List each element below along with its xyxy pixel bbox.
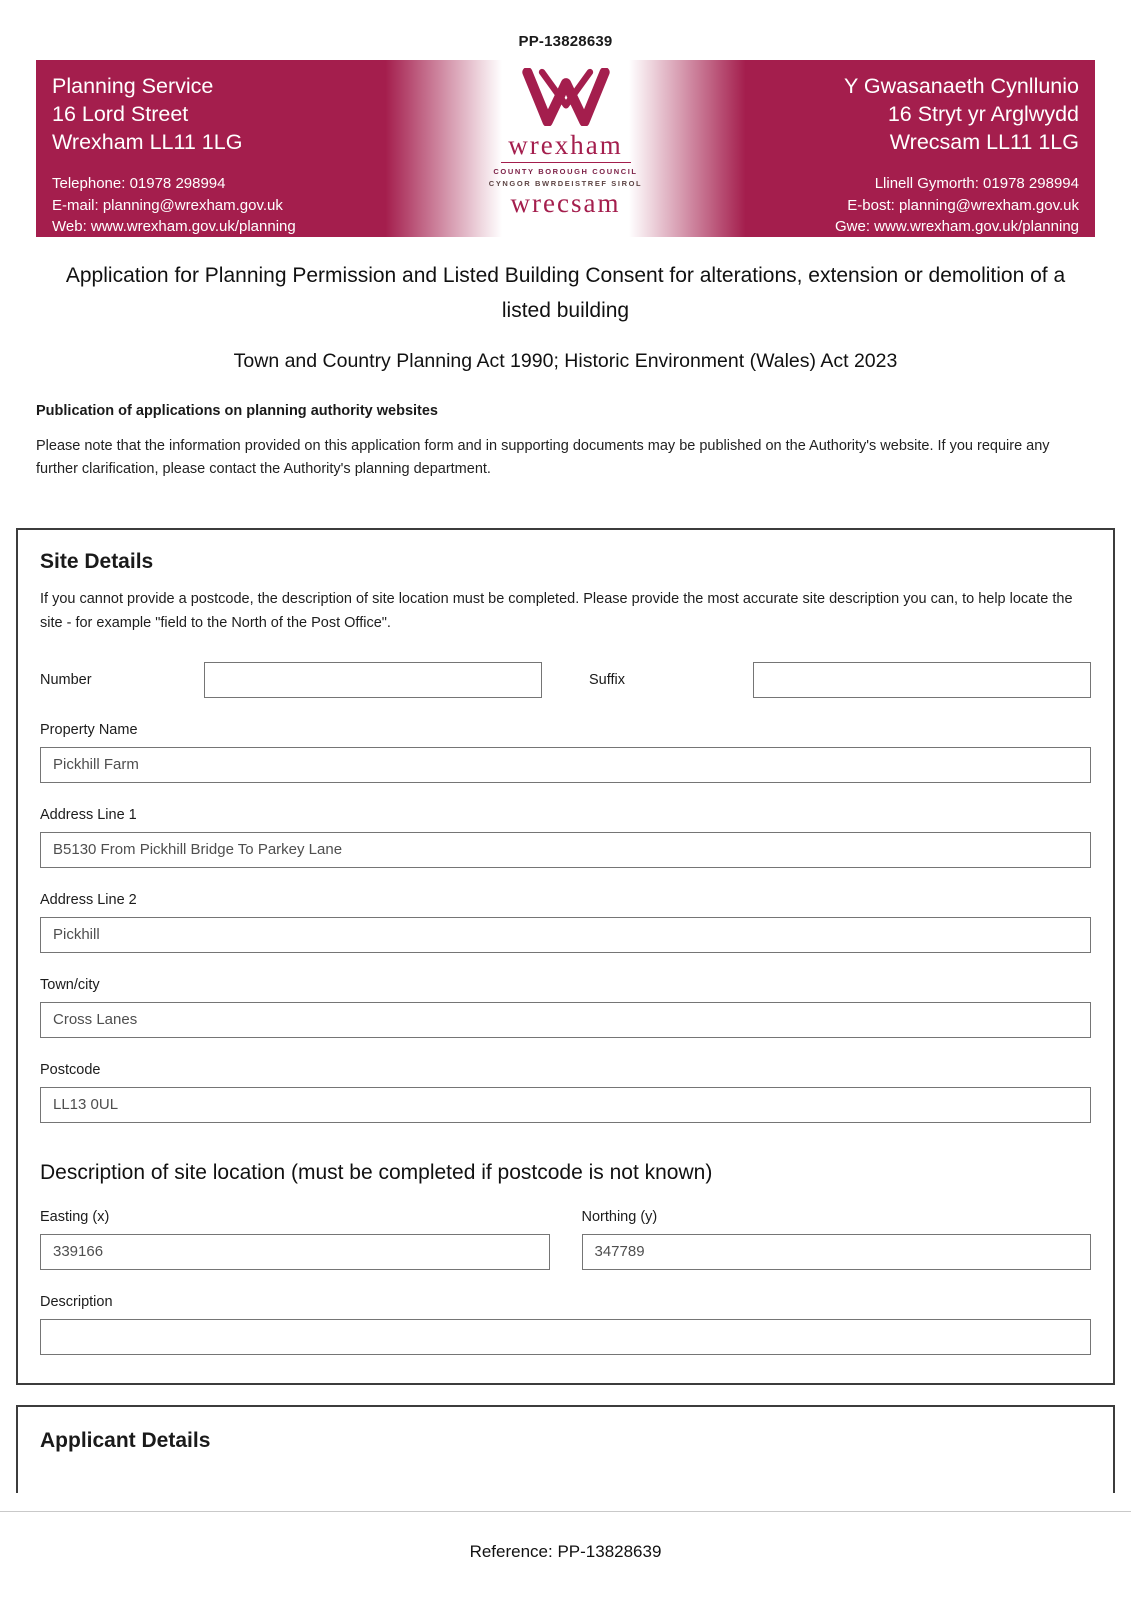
- property-name-input[interactable]: [40, 747, 1091, 783]
- suffix-label: Suffix: [589, 671, 626, 688]
- document-reference-top: PP-13828639: [518, 33, 613, 50]
- easting-label: Easting (x): [40, 1208, 110, 1225]
- site-details-heading: Site Details: [40, 549, 154, 573]
- header-address-en-1: 16 Lord Street: [52, 101, 189, 126]
- header-banner: [36, 60, 1095, 237]
- header-welsh-block: [725, 60, 1095, 237]
- logo-caps-welsh: CYNGOR BWRDEISTREF SIROL: [488, 178, 643, 188]
- page-footer: [0, 1511, 1131, 1600]
- header-dept-name-en: Planning Service: [52, 74, 214, 98]
- applicant-details-heading: Applicant Details: [40, 1428, 211, 1452]
- number-label: Number: [40, 671, 92, 688]
- header-dept-name-cy: Y Gwasanaeth Cynllunio: [843, 74, 1079, 98]
- easting-input[interactable]: [40, 1234, 550, 1270]
- header-telephone-en: Telephone: 01978 298994: [52, 174, 226, 192]
- publication-heading: Publication of applications on planning authority websites: [36, 403, 438, 420]
- number-suffix-row: [40, 662, 1091, 698]
- header-web-en: Web: www.wrexham.gov.uk/planning: [52, 218, 296, 236]
- northing-input[interactable]: [582, 1234, 1092, 1270]
- header-address-cy-1: 16 Stryt yr Arglwydd: [887, 101, 1079, 126]
- header-contact-cy: [725, 173, 1079, 238]
- legislation-subtitle: Town and Country Planning Act 1990; Historic Environment (Wales) Act 2023: [233, 350, 898, 373]
- town-city-label: Town/city: [40, 976, 100, 993]
- header-contact-en: [52, 173, 406, 238]
- easting-field: [40, 1185, 550, 1270]
- description-input[interactable]: [40, 1319, 1091, 1355]
- header-address-cy-2: Wrecsam LL11 1LG: [889, 129, 1079, 154]
- postcode-label: Postcode: [40, 1061, 101, 1078]
- logo-divider: [501, 162, 631, 163]
- site-details-section: [16, 528, 1115, 1385]
- logo-caps-english: COUNTY BOROUGH COUNCIL: [493, 167, 638, 177]
- description-label: Description: [40, 1293, 113, 1310]
- northing-label: Northing (y): [581, 1208, 658, 1225]
- header-english-block: [36, 60, 406, 237]
- town-city-input[interactable]: [40, 1002, 1091, 1038]
- northing-field: [582, 1185, 1092, 1270]
- logo-name-english: wrexham: [508, 130, 623, 160]
- coordinates-row: [40, 1185, 1091, 1270]
- property-name-label: Property Name: [40, 721, 138, 738]
- header-address-en-2: Wrexham LL11 1LG: [52, 129, 243, 154]
- address-line-1-label: Address Line 1: [40, 806, 137, 823]
- address-line-2-input[interactable]: [40, 917, 1091, 953]
- publication-text: Please note that the information provided on this application form and in supporting documents may be published on the Authority's website. If you require any further clarification, please contact the Authority's planning department.: [36, 438, 1050, 478]
- wrexham-logo-w-icon: [520, 68, 612, 131]
- footer-reference: Reference: PP-13828639: [469, 1542, 662, 1561]
- header-email-en: E-mail: planning@wrexham.gov.uk: [52, 196, 283, 214]
- postcode-input[interactable]: [40, 1087, 1091, 1123]
- header-telephone-cy: Llinell Gymorth: 01978 298994: [874, 174, 1079, 192]
- suffix-input[interactable]: [753, 662, 1091, 698]
- application-title: Application for Planning Permission and Listed Building Consent for alterations, extension or demolition of a listed building: [65, 264, 1066, 322]
- site-details-intro: If you cannot provide a postcode, the description of site location must be completed. Please provide the most accurate site description you can, to help locate the site - for example "field to the North of the Post Office".: [40, 590, 1073, 631]
- logo-name-welsh: wrecsam: [510, 187, 621, 218]
- header-web-cy: Gwe: www.wrexham.gov.uk/planning: [835, 218, 1079, 236]
- site-location-description-heading: Description of site location (must be completed if postcode is not known): [40, 1160, 713, 1184]
- applicant-details-section: [16, 1405, 1115, 1493]
- header-email-cy: E-bost: planning@wrexham.gov.uk: [847, 196, 1079, 214]
- address-line-1-input[interactable]: [40, 832, 1091, 868]
- council-logo: [406, 60, 725, 237]
- address-line-2-label: Address Line 2: [40, 891, 137, 908]
- number-input[interactable]: [204, 662, 542, 698]
